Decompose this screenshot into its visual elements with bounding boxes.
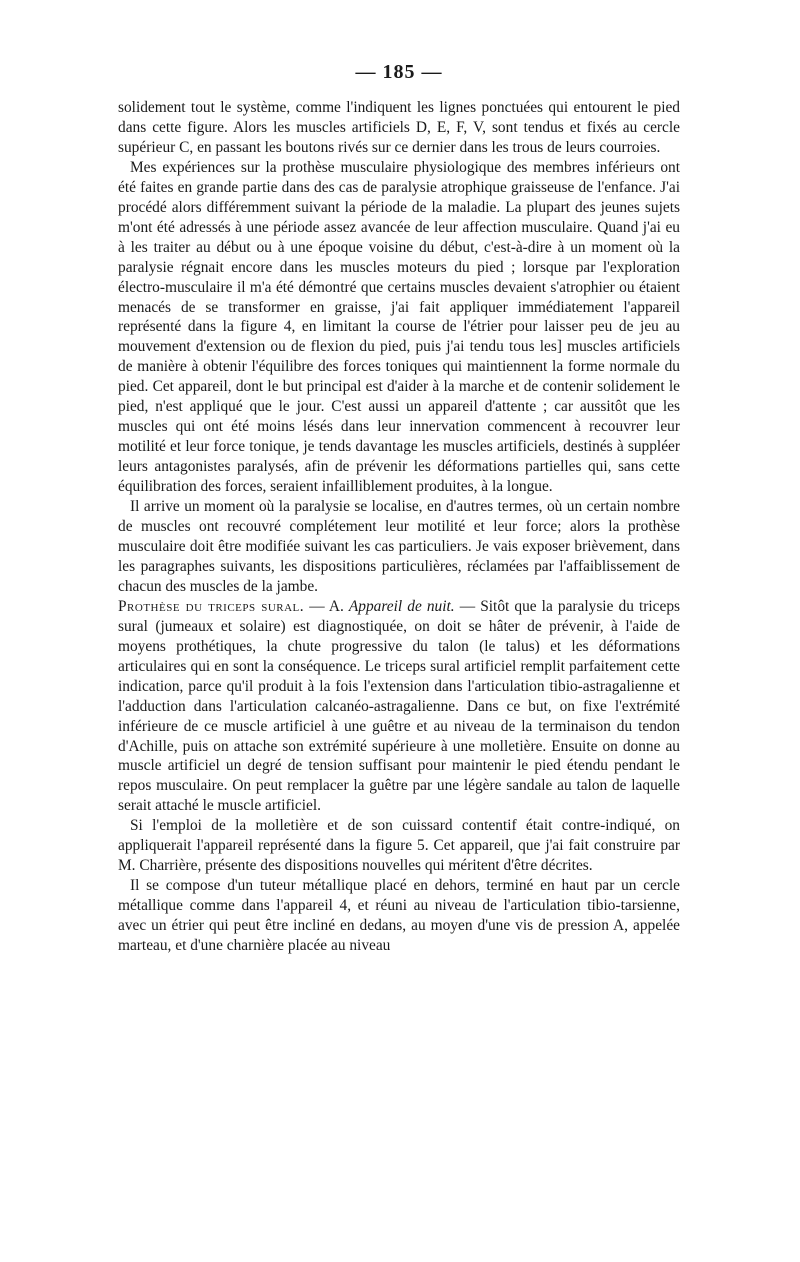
paragraph-5: Si l'emploi de la molletière et de son cuissard contentif était contre-indiqué, on appliquerait l'appareil représenté dans la figure 5. Cet appareil, que j'ai fait construire par M. Charrière, présente des dispositions nouvelles qui méritent d'être décrites.	[118, 817, 680, 875]
section-subheading: Appareil de nuit.	[348, 597, 455, 615]
paragraph-2: Mes expériences sur la prothèse musculaire physiologique des membres inférieurs ont été faites en grande partie dans des cas de paralysie atrophique graisseuse de l'enfance. J'ai procédé alors différemment suivant la période de la maladie. La plupart des jeunes sujets m'ont été adressés à une période assez avancée de leur affection musculaire. Quand j'ai eu à les traiter au début ou à une époque voisine du début, c'est-à-dire à un moment où la paralysie régnait encore dans les muscles moteurs du pied ; lorsque par l'exploration électro-musculaire il m'a été démontré que certains muscles devaient s'atrophier ou étaient menacés de se transformer en graisse, j'ai fait appliquer immédiatement l'appareil représenté dans la figure 4, en limitant la course de l'étrier pour laisser peu de jeu au mouvement d'extension ou de flexion du pied, puis j'ai tendu tous les] muscles artificiels de manière à obtenir l'équilibre des forces toniques qui maintiennent la forme normale du pied. Cet appareil, dont le but principal est d'aider à la marche et de contenir solidement le pied, n'est appliqué que le jour. C'est aussi un appareil d'attente ; car aussitôt que les muscles qui ont été moins lésés dans leur innervation commencent à recouvrer leur motilité et leur force tonique, je tends davantage les muscles artificiels, destinés à suppléer leurs antagonistes paralysés, afin de prévenir les déformations partielles qui, sans cette équilibration des forces, seraient infailliblement produites, à la longue.	[118, 158, 680, 496]
section-heading: Prothèse du triceps sural.	[118, 597, 305, 615]
paragraph-1: solidement tout le système, comme l'indiquent les lignes ponctuées qui entourent le pied dans cette figure. Alors les muscles artificiels D, E, F, V, sont tendus et fixés au cercle supérieur C, en passant les boutons rivés sur ce dernier dans les trous de leurs courroies.	[118, 99, 680, 156]
paragraph-3: Il arrive un moment où la paralysie se localise, en d'autres termes, où un certain nombre de muscles ont recouvré complétement leur motilité et leur force; alors la prothèse musculaire doit être modifiée suivant les cas particuliers. Je vais exposer brièvement, dans les paragraphes suivants, les dispositions particulières, réclamées par l'affaiblissement de chacun des muscles de la jambe.	[118, 498, 680, 595]
section-text: — Sitôt que la paralysie du triceps sural (jumeaux et solaire) est diagnostiquée, on doit se hâter de prévenir, à l'aide de moyens prothétiques, la chute progressive du talon (le talus) et les déformations articulaires qui en sont la conséquence. Le triceps sural artificiel remplit parfaitement cette indication, parce qu'il produit à la fois l'extension dans l'articulation tibio-astragalienne et l'adduction dans l'articulation calcanéo-astragalienne. Dans ce but, on fixe l'extrémité inférieure de ce muscle artificiel à une guêtre et au niveau de la terminaison du tendon d'Achille, puis on attache son extrémité supérieure à une molletière. Ensuite on donne au muscle artificiel un degré de tension suffisant pour maintenir le pied étendu pendant le repos musculaire. On peut remplacer la guêtre par une légère sandale au talon de laquelle serait attaché le muscle artificiel.	[118, 597, 680, 815]
book-page	[118, 60, 680, 956]
section-lead: — A.	[304, 597, 349, 615]
page-number: — 185 —	[355, 61, 443, 83]
paragraph-6: Il se compose d'un tuteur métallique placé en dehors, terminé en haut par un cercle métallique comme dans l'appareil 4, et réuni au niveau de l'articulation tibio-tarsienne, avec un étrier qui peut être incliné en dedans, au moyen d'une vis de pression A, appelée marteau, et d'une charnière placée au niveau	[118, 877, 680, 955]
paragraph-4	[118, 597, 680, 816]
